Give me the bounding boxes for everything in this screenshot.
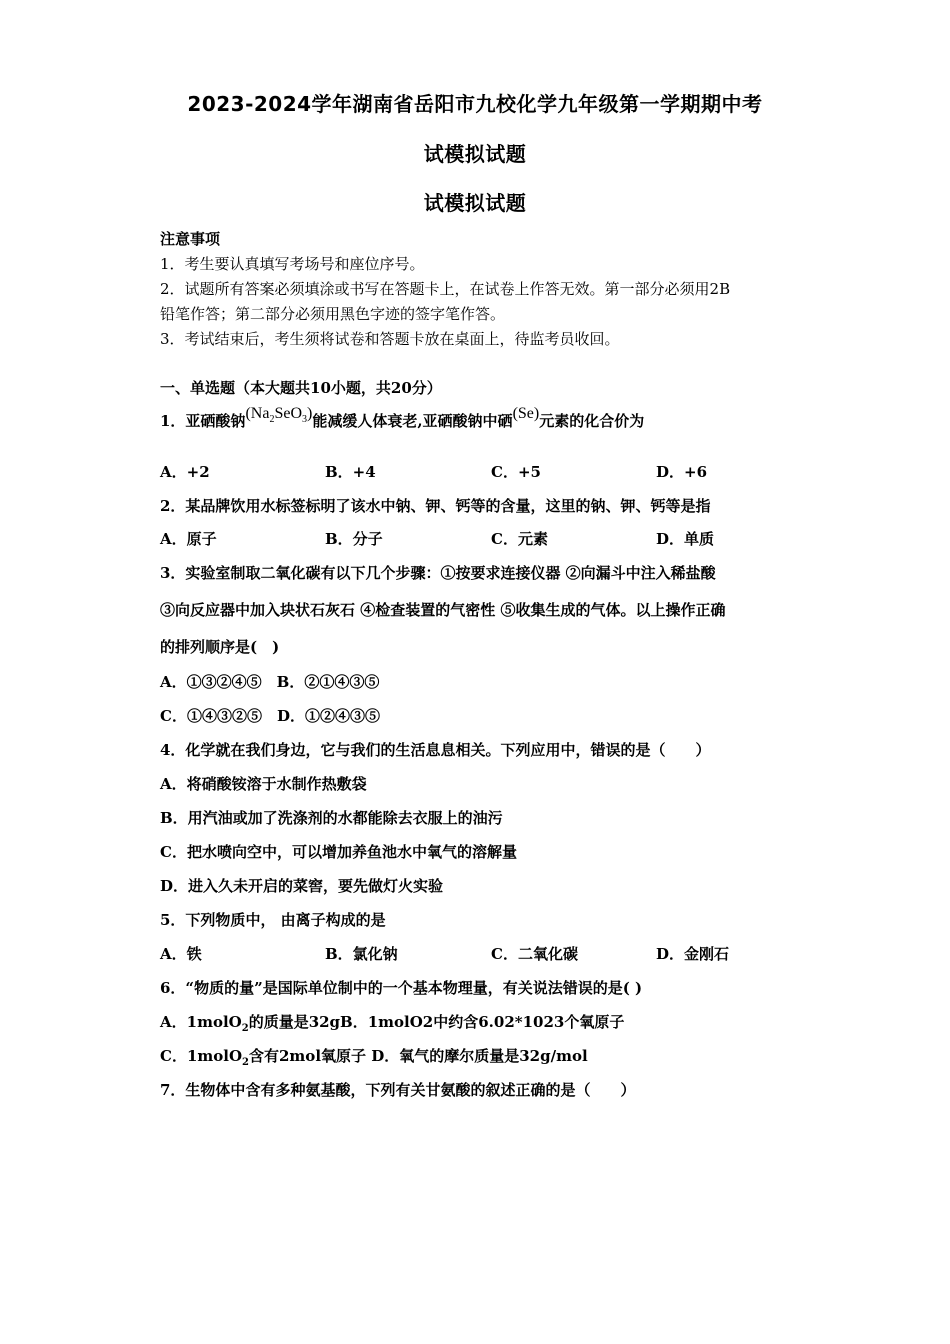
q2-option-c: C．元素 <box>491 530 548 548</box>
exam-title-line3: 试模拟试题 <box>423 191 527 215</box>
question-1-stem <box>160 405 645 433</box>
q6-options-cd: C．1molO$_2$含有2mol氧原子 D．氧气的摩尔质量是32g/mol <box>160 1047 588 1068</box>
q1-option-b: B．+4 <box>325 463 376 481</box>
question-7-stem: 7．生物体中含有多种氨基酸，下列有关甘氨酸的叙述正确的是（ ） <box>160 1081 636 1099</box>
q3-options-ab: A．①③②④⑤ B．②①④③⑤ <box>160 673 380 691</box>
q1-pre: 1．亚硒酸钠 <box>160 412 246 430</box>
notice-heading: 注意事项 <box>160 230 221 248</box>
q5-option-b: B．氯化钠 <box>325 945 398 963</box>
section-heading: 一、单选题（本大题共10小题，共20分） <box>160 379 442 397</box>
q2-option-a: A．原子 <box>160 530 217 548</box>
notice-item-2a: 2．试题所有答案必须填涂或书写在答题卡上，在试卷上作答无效。第一部分必须用2B <box>160 280 731 298</box>
q1-option-a: A．+2 <box>160 463 210 481</box>
q1-se-symbol: (Se) <box>512 405 540 422</box>
question-6-stem: 6．“物质的量”是国际单位制中的一个基本物理量，有关说法错误的是( ) <box>160 979 643 997</box>
q5-option-c: C．二氧化碳 <box>491 945 578 963</box>
question-3-line3: 的排列顺序是( ) <box>160 638 280 656</box>
q4-option-a: A．将硝酸铵溶于水制作热敷袋 <box>160 775 367 793</box>
q1-mid: 能减缓人体衰老,亚硒酸钠中硒 <box>312 412 513 430</box>
q1-option-c: C．+5 <box>491 463 541 481</box>
question-4-stem: 4．化学就在我们身边，它与我们的生活息息相关。下列应用中，错误的是（ ） <box>160 741 711 759</box>
question-2-stem: 2．某品牌饮用水标签标明了该水中钠、钾、钙等的含量，这里的钠、钾、钙等是指 <box>160 497 711 515</box>
q1-formula: $(Na_2SeO_3)$ <box>245 405 313 426</box>
q6-options-ab: A．1molO$_2$的质量是32gB．1molO2中约含6.02*1023个氧原子 <box>160 1013 625 1034</box>
notice-item-1: 1．考生要认真填写考场号和座位序号。 <box>160 255 425 273</box>
q5-option-d: D．金刚石 <box>656 945 730 963</box>
question-5-stem: 5．下列物质中， 由离子构成的是 <box>160 911 386 929</box>
q2-option-d: D．单质 <box>656 530 715 548</box>
notice-item-2b: 铅笔作答；第二部分必须用黑色字迹的签字笔作答。 <box>160 305 506 323</box>
question-3-line2: ③向反应器中加入块状石灰石 ④检查装置的气密性 ⑤收集生成的气体。以上操作正确 <box>160 601 726 619</box>
q1-post: 元素的化合价为 <box>539 412 645 430</box>
exam-title-line1: 2023-2024学年湖南省岳阳市九校化学九年级第一学期期中考 <box>187 92 763 116</box>
q4-option-b: B．用汽油或加了洗涤剂的水都能除去衣服上的油污 <box>160 809 503 827</box>
exam-title-line2: 试模拟试题 <box>423 142 527 166</box>
q3-options-cd: C．①④③②⑤ D．①②④③⑤ <box>160 707 380 725</box>
q1-option-d: D．+6 <box>656 463 708 481</box>
notice-item-3: 3．考试结束后，考生须将试卷和答题卡放在桌面上，待监考员收回。 <box>160 330 620 348</box>
q5-option-a: A．铁 <box>160 945 202 963</box>
question-3-line1: 3．实验室制取二氧化碳有以下几个步骤：①按要求连接仪器 ②向漏斗中注入稀盐酸 <box>160 564 716 582</box>
q2-option-b: B．分子 <box>325 530 383 548</box>
q4-option-d: D．进入久未开启的菜窖，要先做灯火实验 <box>160 877 444 895</box>
q4-option-c: C．把水喷向空中，可以增加养鱼池水中氧气的溶解量 <box>160 843 517 861</box>
